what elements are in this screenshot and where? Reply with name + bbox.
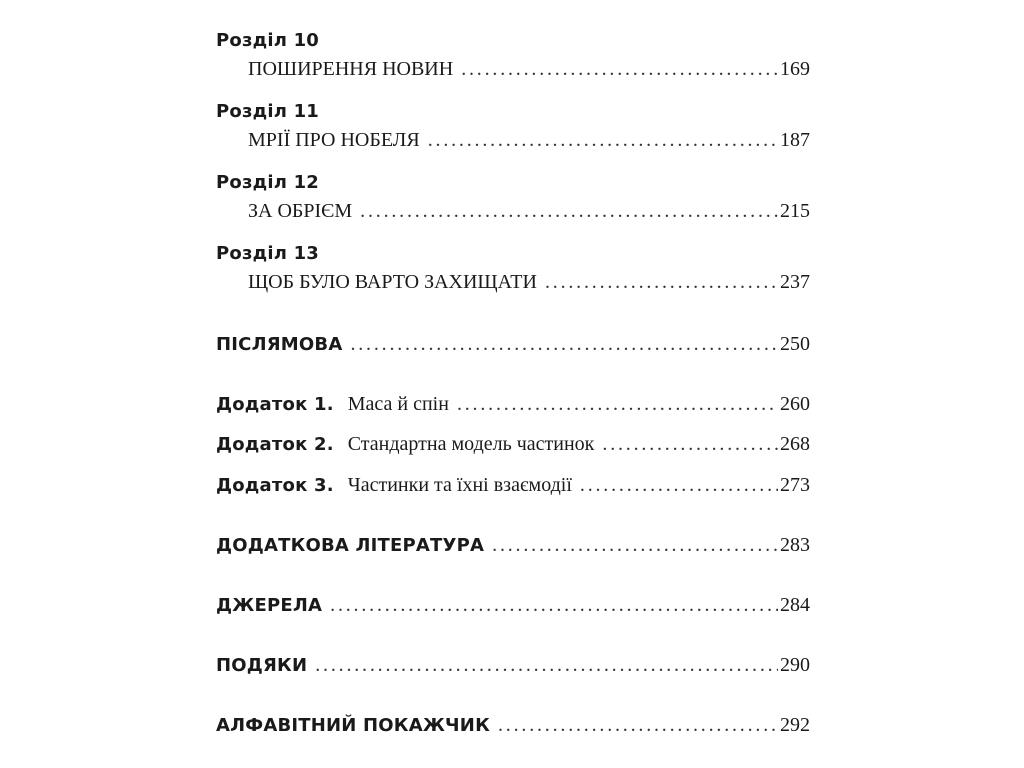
page-number: 273 <box>780 474 810 496</box>
dot-leader <box>315 654 778 677</box>
toc-entry-afterword[interactable] <box>216 333 810 361</box>
section-title: ПІСЛЯМОВА <box>216 334 343 355</box>
dot-leader <box>545 271 778 294</box>
dot-leader <box>350 333 778 356</box>
page-number: 268 <box>780 433 810 455</box>
dot-leader <box>428 129 778 152</box>
appendix-title: Частинки та їхні взаємодії <box>347 474 572 496</box>
section-title: ПОДЯКИ <box>216 655 308 676</box>
dot-leader <box>602 433 778 456</box>
page-number: 284 <box>780 594 810 616</box>
appendix-label: Додаток 1. <box>216 394 334 415</box>
toc-entry-acknowledgements[interactable] <box>216 654 810 682</box>
chapter-title: МРІЇ ПРО НОБЕЛЯ <box>248 129 420 151</box>
toc-entry-further-reading[interactable] <box>216 534 810 562</box>
dot-leader <box>360 200 778 223</box>
page-number: 283 <box>780 534 810 556</box>
appendix-title: Стандартна модель частинок <box>347 433 595 455</box>
toc-entry-appendix-3[interactable] <box>216 474 810 502</box>
toc-entry-chapter-13[interactable] <box>248 271 810 299</box>
chapter-label: Розділ 12 <box>216 172 320 193</box>
section-title: ДОДАТКОВА ЛІТЕРАТУРА <box>216 535 485 556</box>
toc-entry-chapter-10[interactable] <box>248 58 810 86</box>
chapter-title: ЗА ОБРІЄМ <box>248 200 353 222</box>
page-number: 250 <box>780 333 810 355</box>
page-number: 215 <box>780 200 810 222</box>
toc-entry-sources[interactable] <box>216 594 810 622</box>
dot-leader <box>492 534 778 557</box>
dot-leader <box>457 393 778 416</box>
chapter-label: Розділ 10 <box>216 30 320 51</box>
toc-entry-appendix-1[interactable] <box>216 393 810 421</box>
page-number: 260 <box>780 393 810 415</box>
page-number: 187 <box>780 129 810 151</box>
dot-leader <box>461 58 778 81</box>
appendix-title: Маса й спін <box>347 393 449 415</box>
chapter-title: ПОШИРЕННЯ НОВИН <box>248 58 454 80</box>
page-number: 237 <box>780 271 810 293</box>
appendix-label: Додаток 3. <box>216 475 334 496</box>
dot-leader <box>330 594 778 617</box>
chapter-title: ЩОБ БУЛО ВАРТО ЗАХИЩАТИ <box>248 271 537 293</box>
toc-entry-index[interactable] <box>216 714 810 742</box>
dot-leader <box>498 714 778 737</box>
page-number: 169 <box>780 58 810 80</box>
toc-entry-chapter-12[interactable] <box>248 200 810 228</box>
section-title: ДЖЕРЕЛА <box>216 595 323 616</box>
toc-entry-appendix-2[interactable] <box>216 433 810 461</box>
page-number: 292 <box>780 714 810 736</box>
dot-leader <box>580 474 778 497</box>
chapter-label: Розділ 13 <box>216 243 320 264</box>
appendix-label: Додаток 2. <box>216 434 334 455</box>
page-number: 290 <box>780 654 810 676</box>
toc-entry-chapter-11[interactable] <box>248 129 810 157</box>
section-title: АЛФАВІТНИЙ ПОКАЖЧИК <box>216 715 490 736</box>
chapter-label: Розділ 11 <box>216 101 320 122</box>
